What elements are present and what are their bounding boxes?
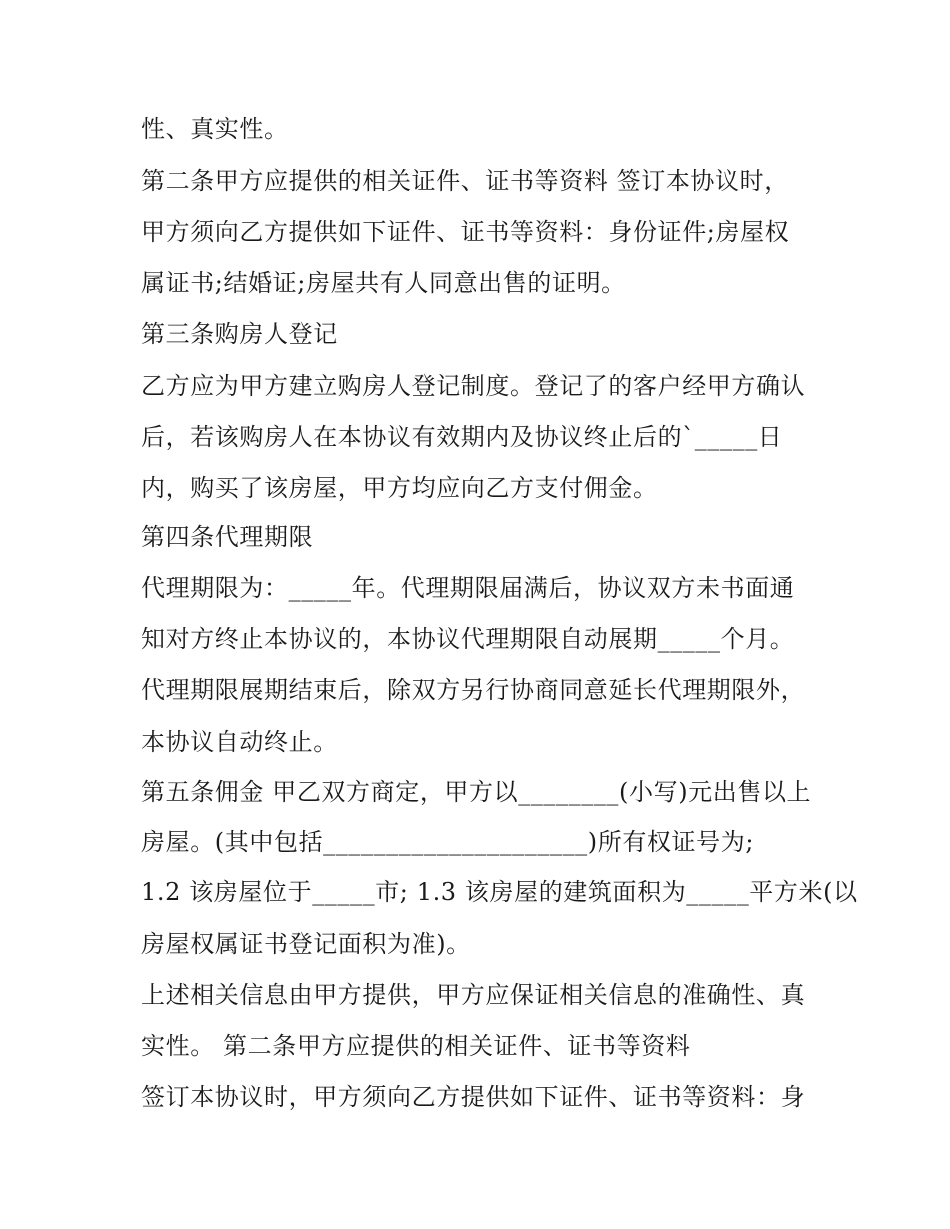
text-line: 甲方须向乙方提供如下证件、证书等资料：身份证件;房屋权 <box>141 218 790 246</box>
text-line: 上述相关信息由甲方提供，甲方应保证相关信息的准确性、真 <box>141 981 806 1009</box>
text-line: 1.2 该房屋位于_____市; 1.3 该房屋的建筑面积为_____平方米(以 <box>141 878 858 906</box>
text-line: 第五条佣金 甲乙双方商定，甲方以________(小写)元出售以上 <box>141 778 812 806</box>
text-line: 后，若该购房人在本协议有效期内及协议终止后的`_____日 <box>141 423 783 451</box>
section-heading: 第四条代理期限 <box>141 523 314 551</box>
text-line: 实性。 第二条甲方应提供的相关证件、证书等资料 <box>141 1032 691 1060</box>
section-heading: 第三条购房人登记 <box>141 320 338 348</box>
text-line: 性、真实性。 <box>141 115 289 143</box>
text-line: 房屋。(其中包括_____________________)所有权证号为; <box>141 828 755 856</box>
text-line: 属证书;结婚证;房屋共有人同意出售的证明。 <box>141 269 626 297</box>
text-line: 本协议自动终止。 <box>141 728 338 756</box>
text-line: 乙方应为甲方建立购房人登记制度。登记了的客户经甲方确认 <box>141 372 806 400</box>
text-line: 代理期限展期结束后，除双方另行协商同意延长代理期限外， <box>141 676 806 704</box>
text-line: 签订本协议时，甲方须向乙方提供如下证件、证书等资料：身 <box>141 1083 806 1111</box>
text-line: 第二条甲方应提供的相关证件、证书等资料 签订本协议时， <box>141 167 789 195</box>
text-line: 内，购买了该房屋，甲方均应向乙方支付佣金。 <box>141 474 658 502</box>
text-line: 知对方终止本协议的，本协议代理期限自动展期_____个月。 <box>141 625 795 653</box>
text-line: 代理期限为：_____年。代理期限届满后，协议双方未书面通 <box>141 574 795 602</box>
text-line: 房屋权属证书登记面积为准)。 <box>141 930 471 958</box>
